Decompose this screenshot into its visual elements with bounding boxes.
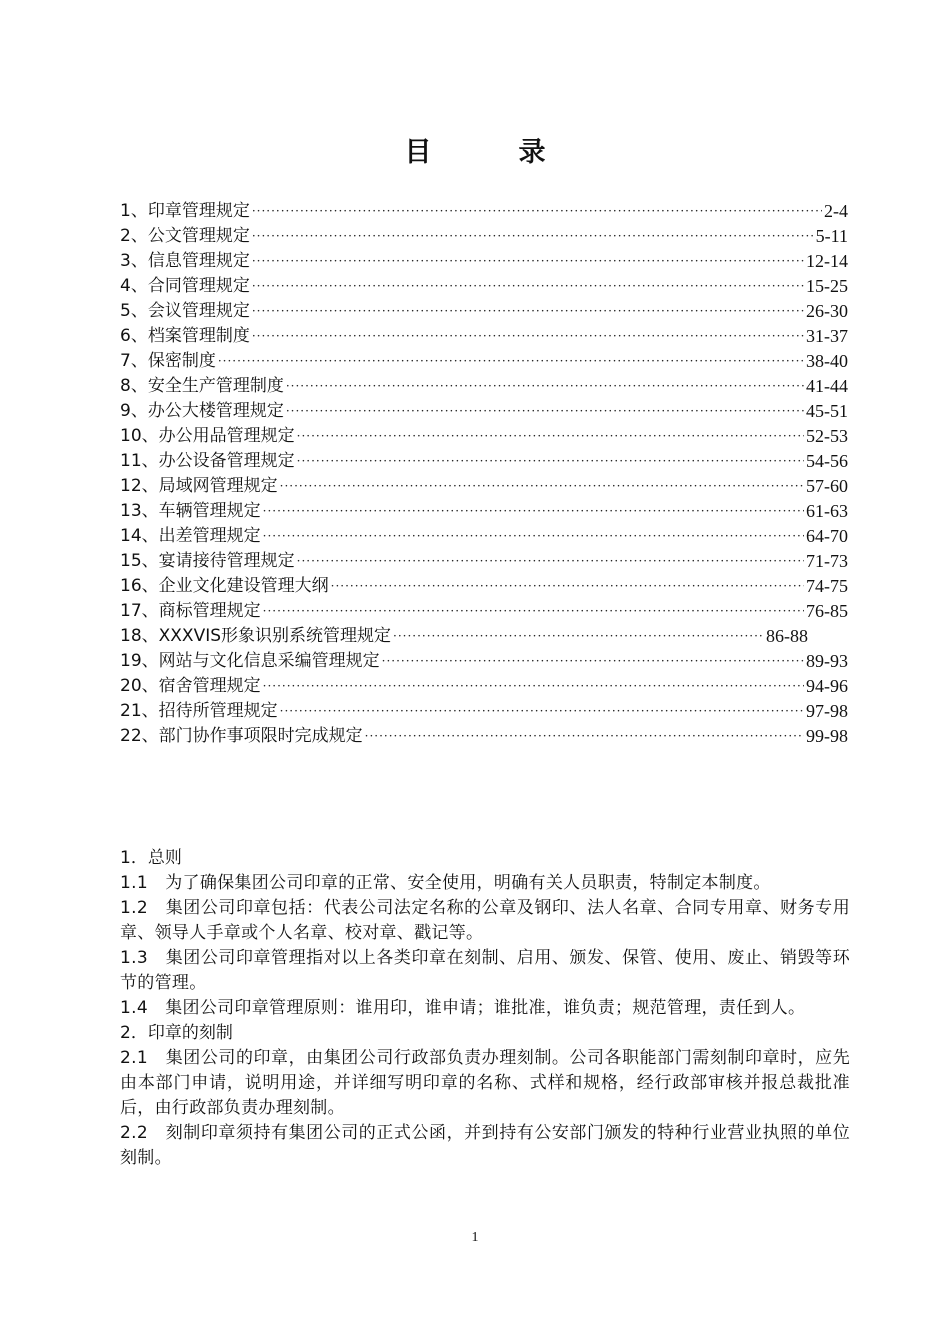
toc-entry-number: 5、 — [120, 301, 148, 321]
toc-dot-leader — [297, 549, 804, 574]
toc-entry-title: 招待所管理规定 — [158, 701, 278, 721]
toc-entry-title: 宿舍管理规定 — [158, 676, 261, 696]
toc-entry-number: 18、 — [120, 626, 159, 646]
toc-entry-number: 1、 — [120, 201, 148, 221]
toc-dot-leader — [263, 674, 804, 699]
body-paragraph: 2.1 集团公司的印章，由集团公司行政部负责办理刻制。公司各职能部门需刻制印章时，应先由本部门申请，说明用途，并详细写明印章的名称、式样和规格，经行政部审核并报总裁批准后，由行政部负责办理刻制。 — [120, 1048, 850, 1118]
toc-entry-title: 车辆管理规定 — [158, 501, 261, 521]
document-body — [120, 846, 850, 1171]
toc-entry-number: 19、 — [120, 651, 159, 671]
toc-entry-title: XXXVIS形象识别系统管理规定 — [158, 626, 392, 646]
toc-entry[interactable] — [120, 299, 848, 324]
toc-entry-pages: 64-70 — [806, 526, 848, 546]
body-paragraph: 1.1 为了确保集团公司印章的正常、安全使用，明确有关人员职责，特制定本制度。 — [120, 873, 771, 893]
toc-entry[interactable] — [120, 249, 848, 274]
toc-entry-pages: 38-40 — [806, 351, 848, 371]
toc-entry-title: 安全生产管理制度 — [147, 376, 284, 396]
page-number: 1 — [471, 1230, 479, 1245]
toc-dot-leader — [263, 499, 804, 524]
toc-dot-leader — [252, 274, 804, 299]
toc-entry[interactable] — [120, 199, 848, 224]
toc-entry-title: 办公用品管理规定 — [158, 426, 295, 446]
toc-entry-number: 2、 — [120, 226, 148, 246]
toc-entry-pages: 15-25 — [806, 276, 848, 296]
toc-entry-number: 22、 — [120, 726, 159, 746]
toc-entry-title: 办公大楼管理规定 — [147, 401, 284, 421]
toc-entry-title: 会议管理规定 — [147, 301, 250, 321]
toc-dot-leader — [382, 649, 804, 674]
toc-entry[interactable] — [120, 699, 848, 724]
toc-dot-leader — [263, 599, 804, 624]
toc-entry[interactable] — [120, 549, 848, 574]
toc-entry-number: 3、 — [120, 251, 148, 271]
toc-dot-leader — [252, 299, 804, 324]
toc-entry-title: 印章管理规定 — [147, 201, 250, 221]
toc-entry[interactable] — [120, 224, 848, 249]
toc-entry-number: 12、 — [120, 476, 159, 496]
toc-entry-title: 商标管理规定 — [158, 601, 261, 621]
toc-dot-leader — [286, 399, 804, 424]
toc-entry[interactable] — [120, 499, 848, 524]
toc-entry[interactable] — [120, 274, 848, 299]
toc-entry-number: 20、 — [120, 676, 159, 696]
body-paragraph: 1.4 集团公司印章管理原则：谁用印，谁申请；谁批准，谁负责；规范管理，责任到人。 — [120, 998, 806, 1018]
toc-entry-pages: 57-60 — [806, 476, 848, 496]
section-heading: 1．总则 — [120, 848, 182, 868]
toc-entry-title: 保密制度 — [147, 351, 216, 371]
toc-dot-leader — [286, 374, 804, 399]
toc-dot-leader — [218, 349, 804, 374]
toc-entry-pages: 5-11 — [815, 226, 848, 246]
toc-entry[interactable] — [120, 524, 848, 549]
toc-entry[interactable] — [120, 324, 848, 349]
toc-entry[interactable] — [120, 574, 848, 599]
toc-entry-title: 企业文化建设管理大纲 — [158, 576, 329, 596]
toc-entry[interactable] — [120, 674, 848, 699]
toc-entry-number: 21、 — [120, 701, 159, 721]
toc-entry-number: 8、 — [120, 376, 148, 396]
toc-entry-pages: 94-96 — [806, 676, 848, 696]
toc-entry-number: 14、 — [120, 526, 159, 546]
table-of-contents — [120, 199, 848, 749]
toc-entry[interactable] — [120, 599, 848, 624]
toc-dot-leader — [252, 199, 822, 224]
toc-entry-pages: 41-44 — [806, 376, 848, 396]
toc-entry-pages: 89-93 — [806, 651, 848, 671]
toc-entry-title: 档案管理制度 — [147, 326, 250, 346]
toc-dot-leader — [252, 224, 814, 249]
toc-entry[interactable] — [120, 374, 848, 399]
toc-entry[interactable] — [120, 349, 848, 374]
toc-dot-leader — [365, 724, 804, 749]
toc-entry-title: 宴请接待管理规定 — [158, 551, 295, 571]
toc-dot-leader — [263, 524, 804, 549]
toc-entry-number: 9、 — [120, 401, 148, 421]
toc-entry-title: 部门协作事项限时完成规定 — [158, 726, 363, 746]
toc-entry-number: 15、 — [120, 551, 159, 571]
toc-dot-leader — [252, 324, 804, 349]
toc-entry[interactable] — [120, 399, 848, 424]
toc-entry-number: 17、 — [120, 601, 159, 621]
toc-entry-pages: 54-56 — [806, 451, 848, 471]
toc-entry-pages: 45-51 — [806, 401, 848, 421]
toc-entry[interactable] — [120, 474, 848, 499]
toc-entry-title: 出差管理规定 — [158, 526, 261, 546]
toc-entry-title: 公文管理规定 — [147, 226, 250, 246]
toc-entry[interactable] — [120, 624, 808, 649]
toc-entry-pages: 71-73 — [806, 551, 848, 571]
toc-entry-title: 局域网管理规定 — [158, 476, 278, 496]
toc-dot-leader — [280, 474, 804, 499]
toc-dot-leader — [297, 449, 804, 474]
toc-entry-number: 10、 — [120, 426, 159, 446]
toc-entry[interactable] — [120, 724, 848, 749]
toc-dot-leader — [331, 574, 804, 599]
toc-entry[interactable] — [120, 649, 848, 674]
toc-entry[interactable] — [120, 424, 848, 449]
toc-entry-pages: 97-98 — [806, 701, 848, 721]
toc-entry-title: 办公设备管理规定 — [158, 451, 295, 471]
toc-entry-pages: 52-53 — [806, 426, 848, 446]
toc-entry-pages: 86-88 — [766, 626, 808, 646]
toc-entry-number: 16、 — [120, 576, 159, 596]
toc-entry-number: 11、 — [120, 451, 159, 471]
toc-entry[interactable] — [120, 449, 848, 474]
toc-entry-pages: 31-37 — [806, 326, 848, 346]
toc-dot-leader — [297, 424, 804, 449]
toc-dot-leader — [252, 249, 804, 274]
toc-dot-leader — [280, 699, 804, 724]
toc-entry-pages: 76-85 — [806, 601, 848, 621]
toc-entry-pages: 61-63 — [806, 501, 848, 521]
toc-entry-pages: 74-75 — [806, 576, 848, 596]
toc-entry-number: 7、 — [120, 351, 148, 371]
section-heading: 2．印章的刻制 — [120, 1023, 233, 1043]
toc-entry-pages: 2-4 — [824, 201, 848, 221]
toc-entry-pages: 26-30 — [806, 301, 848, 321]
toc-entry-pages: 12-14 — [806, 251, 848, 271]
body-paragraph: 1.2 集团公司印章包括：代表公司法定名称的公章及钢印、法人名章、合同专用章、财务专用章、领导人手章或个人名章、校对章、戳记等。 — [120, 898, 850, 943]
toc-title: 目 录 — [404, 137, 576, 168]
toc-entry-title: 网站与文化信息采编管理规定 — [158, 651, 380, 671]
toc-entry-title: 合同管理规定 — [147, 276, 250, 296]
toc-dot-leader — [393, 624, 764, 649]
toc-entry-number: 6、 — [120, 326, 148, 346]
toc-entry-title: 信息管理规定 — [147, 251, 250, 271]
toc-entry-pages: 99-98 — [806, 726, 848, 746]
body-paragraph: 1.3 集团公司印章管理指对以上各类印章在刻制、启用、颁发、保管、使用、废止、销毁等环节的管理。 — [120, 948, 850, 993]
body-paragraph: 2.2 刻制印章须持有集团公司的正式公函，并到持有公安部门颁发的特种行业营业执照的单位刻制。 — [120, 1123, 850, 1168]
toc-entry-number: 4、 — [120, 276, 148, 296]
toc-entry-number: 13、 — [120, 501, 159, 521]
